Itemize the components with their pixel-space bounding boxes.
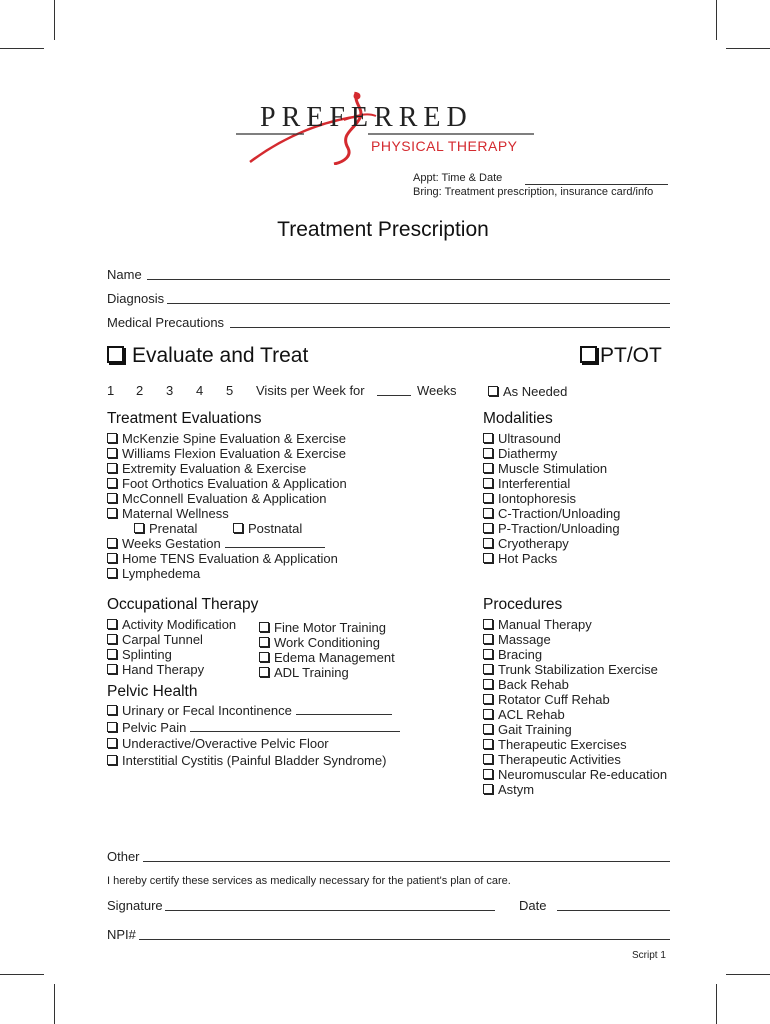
list-item[interactable]: Bracing bbox=[483, 647, 667, 662]
checkbox[interactable] bbox=[483, 694, 493, 704]
checkbox[interactable] bbox=[107, 664, 117, 674]
pelvic-health-list bbox=[107, 703, 400, 769]
postnatal-label: Postnatal bbox=[248, 521, 303, 536]
list-item[interactable]: Iontophoresis bbox=[483, 491, 620, 506]
signature-label: Signature bbox=[107, 898, 163, 913]
appt-time-date-field[interactable] bbox=[525, 184, 668, 185]
checkbox[interactable] bbox=[107, 478, 117, 488]
logo bbox=[236, 90, 536, 165]
visits-per-week-label: Visits per Week for bbox=[256, 383, 365, 398]
checkbox[interactable] bbox=[483, 553, 493, 563]
modalities-list bbox=[483, 431, 620, 566]
list-item[interactable]: Rotator Cuff Rehab bbox=[483, 692, 667, 707]
list-item[interactable]: Foot Orthotics Evaluation & Application bbox=[107, 476, 347, 491]
ptot-label: PT/OT bbox=[600, 344, 662, 367]
ptot-checkbox[interactable] bbox=[580, 346, 597, 363]
crop-mark bbox=[0, 48, 44, 49]
checkbox[interactable] bbox=[483, 709, 493, 719]
name-label: Name bbox=[107, 267, 142, 282]
incontinence-field[interactable] bbox=[296, 703, 392, 715]
checkbox[interactable] bbox=[107, 738, 117, 748]
precautions-field[interactable] bbox=[230, 327, 670, 328]
evaluate-treat-option[interactable] bbox=[107, 344, 308, 368]
checkbox[interactable] bbox=[483, 634, 493, 644]
list-item[interactable]: Interferential bbox=[483, 476, 620, 491]
list-item[interactable]: Trunk Stabilization Exercise bbox=[483, 662, 667, 677]
crop-mark bbox=[54, 0, 55, 40]
list-item[interactable]: Neuromuscular Re-education bbox=[483, 767, 667, 782]
occupational-therapy-heading: Occupational Therapy bbox=[107, 596, 259, 613]
checkbox[interactable] bbox=[259, 622, 269, 632]
evaluate-treat-checkbox[interactable] bbox=[107, 346, 124, 363]
checkbox[interactable] bbox=[107, 619, 117, 629]
list-item[interactable]: Edema Management bbox=[259, 650, 395, 665]
treatment-evaluations-list bbox=[107, 431, 347, 581]
checkbox[interactable] bbox=[107, 553, 117, 563]
other-label: Other bbox=[107, 849, 140, 864]
list-item[interactable]: Astym bbox=[483, 782, 667, 797]
checkbox[interactable] bbox=[483, 664, 493, 674]
appt-time-date-label: Appt: Time & Date bbox=[413, 172, 503, 184]
as-needed-checkbox[interactable] bbox=[488, 386, 498, 396]
treatment-evaluations-heading: Treatment Evaluations bbox=[107, 410, 262, 427]
list-item[interactable]: C-Traction/Unloading bbox=[483, 506, 620, 521]
checkbox[interactable] bbox=[107, 448, 117, 458]
ptot-option[interactable] bbox=[580, 344, 662, 368]
list-item[interactable]: Therapeutic Exercises bbox=[483, 737, 667, 752]
checkbox[interactable] bbox=[483, 769, 493, 779]
list-item[interactable]: Massage bbox=[483, 632, 667, 647]
list-item[interactable]: Back Rehab bbox=[483, 677, 667, 692]
list-item[interactable]: Pelvic Pain bbox=[107, 720, 400, 737]
list-item[interactable]: Urinary or Fecal Incontinence bbox=[107, 703, 400, 720]
crop-mark bbox=[716, 0, 717, 40]
as-needed-option[interactable] bbox=[488, 384, 567, 399]
list-item[interactable]: Manual Therapy bbox=[483, 617, 667, 632]
visit-count-2[interactable]: 2 bbox=[136, 383, 144, 398]
checkbox[interactable] bbox=[483, 523, 493, 533]
list-item[interactable]: Carpal Tunnel bbox=[107, 632, 236, 647]
checkbox[interactable] bbox=[483, 619, 493, 629]
checkbox[interactable] bbox=[107, 463, 117, 473]
list-item[interactable]: Fine Motor Training bbox=[259, 620, 395, 635]
certify-text: I hereby certify these services as medically necessary for the patient's plan of care. bbox=[107, 875, 511, 887]
crop-mark bbox=[54, 984, 55, 1024]
list-item[interactable]: Underactive/Overactive Pelvic Floor bbox=[107, 736, 400, 753]
postnatal-checkbox[interactable] bbox=[233, 523, 243, 533]
visit-count-5[interactable]: 5 bbox=[226, 383, 234, 398]
list-item[interactable]: Splinting bbox=[107, 647, 236, 662]
list-item[interactable]: Therapeutic Activities bbox=[483, 752, 667, 767]
list-item[interactable]: Lymphedema bbox=[107, 566, 347, 581]
checkbox[interactable] bbox=[107, 508, 117, 518]
checkbox[interactable] bbox=[259, 652, 269, 662]
logo-wordmark: PREFERRED bbox=[260, 102, 473, 133]
pelvic-health-heading: Pelvic Health bbox=[107, 683, 198, 700]
checkbox[interactable] bbox=[259, 637, 269, 647]
visit-count-3[interactable]: 3 bbox=[166, 383, 174, 398]
list-item[interactable]: Interstitial Cystitis (Painful Bladder Syndrome) bbox=[107, 753, 400, 770]
list-item[interactable]: P-Traction/Unloading bbox=[483, 521, 620, 536]
list-item[interactable]: ADL Training bbox=[259, 665, 395, 680]
checkbox[interactable] bbox=[107, 568, 117, 578]
checkbox[interactable] bbox=[483, 433, 493, 443]
checkbox[interactable] bbox=[483, 508, 493, 518]
list-item[interactable]: Maternal Wellness bbox=[107, 506, 347, 521]
checkbox[interactable] bbox=[107, 433, 117, 443]
visit-count-4[interactable]: 4 bbox=[196, 383, 204, 398]
checkbox[interactable] bbox=[483, 739, 493, 749]
modalities-heading: Modalities bbox=[483, 410, 553, 427]
checkbox[interactable] bbox=[483, 679, 493, 689]
list-item[interactable]: Muscle Stimulation bbox=[483, 461, 620, 476]
list-item[interactable]: ACL Rehab bbox=[483, 707, 667, 722]
checkbox[interactable] bbox=[107, 538, 117, 548]
checkbox[interactable] bbox=[483, 463, 493, 473]
appt-bring-text: Bring: Treatment prescription, insurance card/info bbox=[413, 186, 654, 198]
crop-mark bbox=[726, 974, 770, 975]
list-item[interactable]: Hot Packs bbox=[483, 551, 620, 566]
list-item[interactable]: Extremity Evaluation & Exercise bbox=[107, 461, 347, 476]
checkbox[interactable] bbox=[107, 722, 117, 732]
occupational-col2 bbox=[259, 620, 395, 680]
checkbox[interactable] bbox=[107, 705, 117, 715]
list-item[interactable]: Williams Flexion Evaluation & Exercise bbox=[107, 446, 347, 461]
crop-mark bbox=[726, 48, 770, 49]
procedures-list bbox=[483, 617, 667, 797]
list-item[interactable]: Gait Training bbox=[483, 722, 667, 737]
diagnosis-field[interactable] bbox=[167, 303, 670, 304]
checkbox[interactable] bbox=[483, 478, 493, 488]
prenatal-label: Prenatal bbox=[149, 521, 198, 536]
checkbox[interactable] bbox=[259, 667, 269, 677]
procedures-heading: Procedures bbox=[483, 596, 563, 613]
list-item[interactable]: Diathermy bbox=[483, 446, 620, 461]
maternal-sub-options bbox=[107, 521, 347, 536]
npi-label: NPI# bbox=[107, 927, 136, 942]
checkbox[interactable] bbox=[483, 649, 493, 659]
checkbox[interactable] bbox=[483, 448, 493, 458]
pelvic-pain-field[interactable] bbox=[190, 720, 400, 732]
list-item[interactable]: Home TENS Evaluation & Application bbox=[107, 551, 347, 566]
list-item[interactable]: McKenzie Spine Evaluation & Exercise bbox=[107, 431, 347, 446]
checkbox[interactable] bbox=[483, 784, 493, 794]
weeks-count-field[interactable] bbox=[377, 395, 411, 396]
npi-field[interactable] bbox=[139, 939, 670, 940]
page-title: Treatment Prescription bbox=[277, 218, 489, 241]
script-number: Script 1 bbox=[632, 950, 666, 961]
crop-mark bbox=[716, 984, 717, 1024]
checkbox[interactable] bbox=[483, 724, 493, 734]
date-field[interactable] bbox=[557, 910, 670, 911]
checkbox[interactable] bbox=[107, 649, 117, 659]
checkbox[interactable] bbox=[107, 634, 117, 644]
list-item[interactable]: Cryotherapy bbox=[483, 536, 620, 551]
checkbox[interactable] bbox=[483, 493, 493, 503]
signature-field[interactable] bbox=[165, 910, 495, 911]
precautions-label: Medical Precautions bbox=[107, 315, 225, 330]
list-item[interactable]: Hand Therapy bbox=[107, 662, 236, 677]
list-item[interactable]: Weeks Gestation bbox=[107, 536, 347, 551]
list-item[interactable]: Work Conditioning bbox=[259, 635, 395, 650]
date-label: Date bbox=[519, 898, 547, 913]
visit-count-1[interactable]: 1 bbox=[107, 383, 115, 398]
other-field[interactable] bbox=[143, 861, 670, 862]
prenatal-checkbox[interactable] bbox=[134, 523, 144, 533]
occupational-col1 bbox=[107, 617, 236, 677]
list-item[interactable]: Activity Modification bbox=[107, 617, 236, 632]
weeks-gestation-field[interactable] bbox=[225, 536, 325, 548]
logo-subtitle: PHYSICAL THERAPY bbox=[371, 138, 518, 154]
weeks-label: Weeks bbox=[417, 383, 457, 398]
as-needed-label: As Needed bbox=[503, 384, 568, 399]
checkbox[interactable] bbox=[107, 493, 117, 503]
diagnosis-label: Diagnosis bbox=[107, 291, 165, 306]
list-item[interactable]: McConnell Evaluation & Application bbox=[107, 491, 347, 506]
checkbox[interactable] bbox=[107, 755, 117, 765]
crop-mark bbox=[0, 974, 44, 975]
evaluate-treat-label: Evaluate and Treat bbox=[132, 344, 309, 367]
name-field[interactable] bbox=[147, 279, 670, 280]
list-item[interactable]: Ultrasound bbox=[483, 431, 620, 446]
checkbox[interactable] bbox=[483, 754, 493, 764]
checkbox[interactable] bbox=[483, 538, 493, 548]
